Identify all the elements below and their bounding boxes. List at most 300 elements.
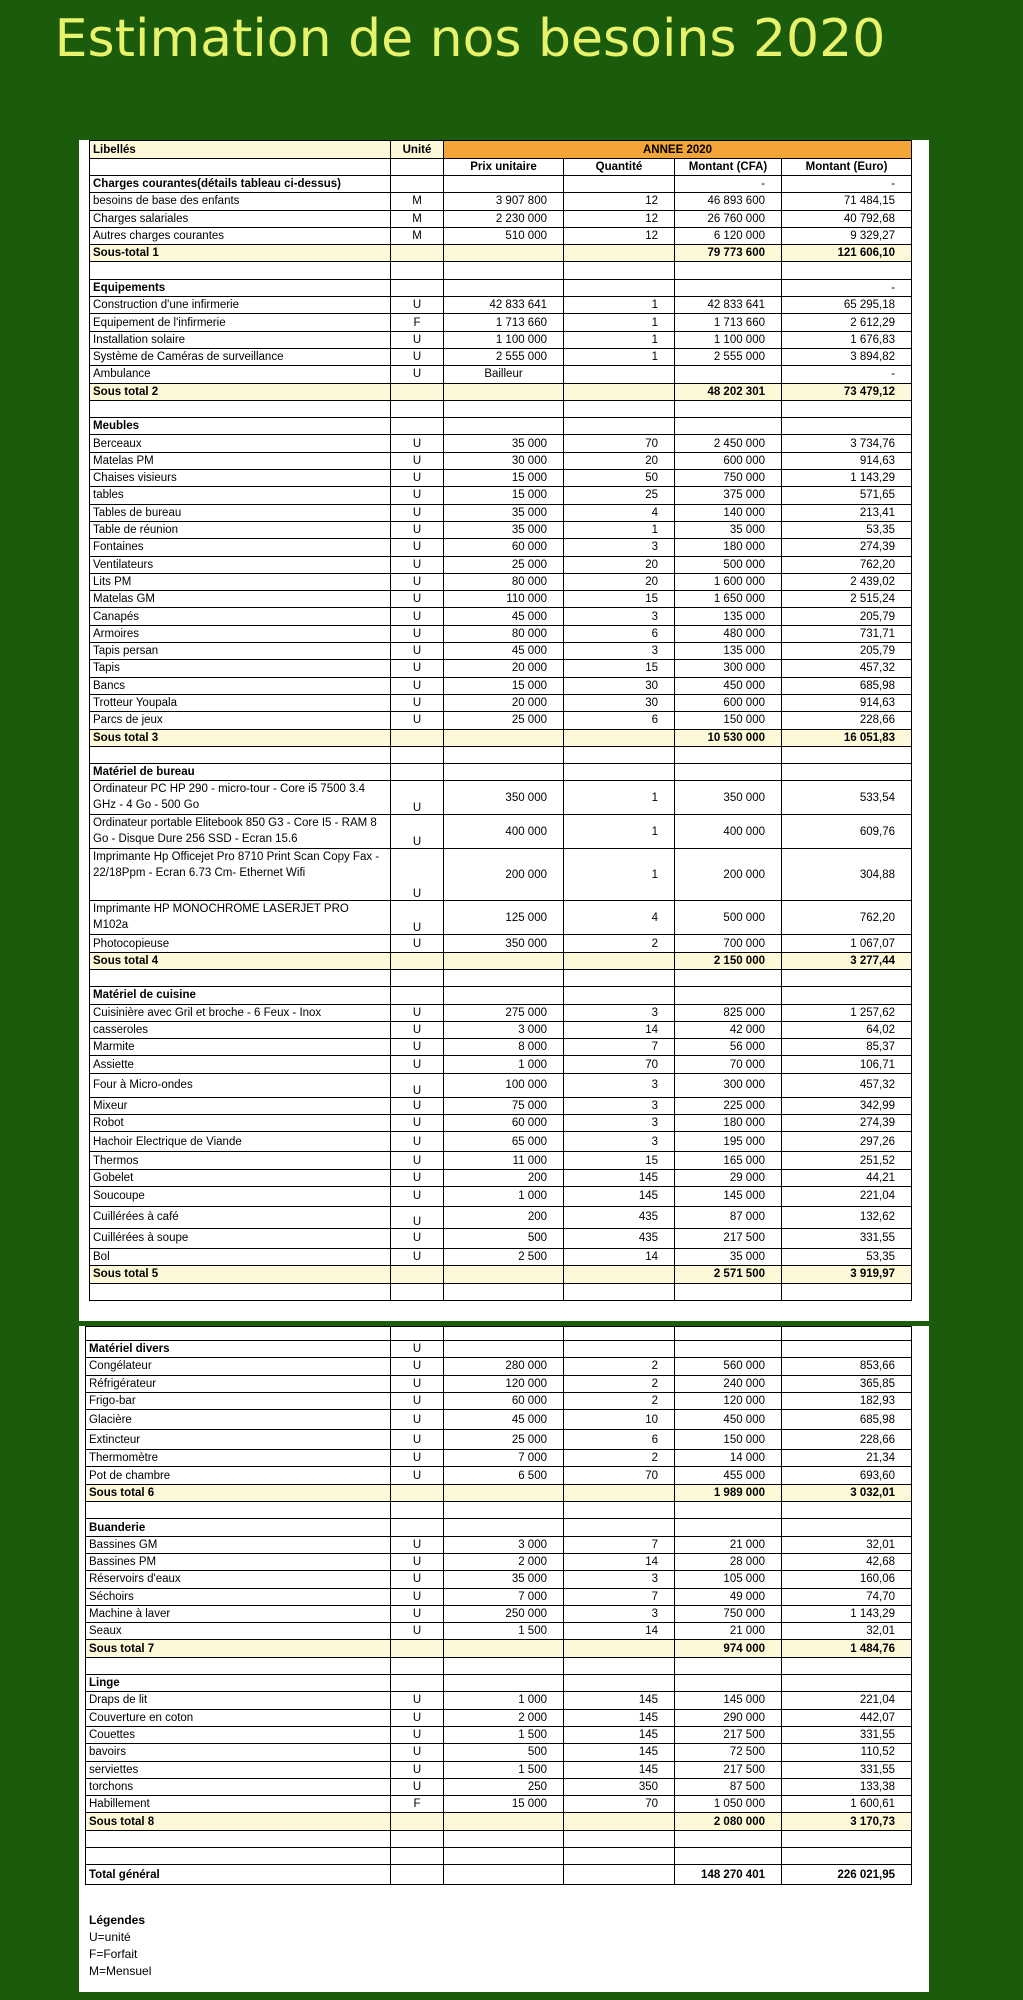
subtotal-row (90, 729, 912, 746)
cell-montant-euro (782, 262, 912, 279)
cell-unite (391, 1519, 444, 1536)
cell-unite: U (391, 849, 444, 901)
cell-prix: 100 000 (444, 1073, 564, 1097)
cell-prix (444, 969, 564, 986)
cell-libelle: Matériel de cuisine (90, 987, 391, 1004)
table-row (86, 1796, 912, 1813)
cell-unite: U (391, 556, 444, 573)
cell-quantite (564, 176, 675, 193)
cell-prix: 1 500 (444, 1623, 564, 1640)
cell-unite (391, 418, 444, 435)
cell-prix: 15 000 (444, 677, 564, 694)
table-row (90, 781, 912, 815)
section-header-row (90, 418, 912, 435)
cell-montant-cfa: 500 000 (675, 556, 782, 573)
cell-quantite (564, 383, 675, 400)
table-row (90, 556, 912, 573)
section-header-row (90, 279, 912, 296)
cell-montant-cfa: 700 000 (675, 935, 782, 952)
cell-libelle: Matelas GM (90, 591, 391, 608)
cell-unite: F (391, 314, 444, 331)
cell-libelle: Bol (90, 1248, 391, 1265)
cell-unite: U (391, 1692, 444, 1709)
table-row (90, 1115, 912, 1132)
header-unite: Unité (391, 141, 444, 159)
cell-prix: 1 713 660 (444, 314, 564, 331)
cell-prix: 510 000 (444, 227, 564, 244)
cell-montant-euro: 297,26 (782, 1132, 912, 1152)
cell-prix: 35 000 (444, 435, 564, 452)
cell-quantite: 2 (564, 1358, 675, 1375)
blank-row (90, 262, 912, 279)
cell-libelle: Gobelet (90, 1169, 391, 1186)
cell-montant-euro: 685,98 (782, 677, 912, 694)
cell-unite (391, 969, 444, 986)
cell-libelle: Tables de bureau (90, 504, 391, 521)
cell-quantite: 7 (564, 1588, 675, 1605)
cell-quantite (564, 1266, 675, 1283)
cell-unite (391, 262, 444, 279)
cell-libelle: Hachoir Electrique de Viande (90, 1132, 391, 1152)
cell-montant-cfa: 72 500 (675, 1744, 782, 1761)
cell-quantite: 7 (564, 1536, 675, 1553)
cell-prix: 35 000 (444, 521, 564, 538)
cell-quantite (564, 987, 675, 1004)
cell-unite: U (391, 487, 444, 504)
cell-quantite: 20 (564, 452, 675, 469)
cell-montant-euro: - (782, 366, 912, 383)
cell-quantite (564, 764, 675, 781)
table-row (90, 521, 912, 538)
cell-libelle: Ordinateur PC HP 290 - micro-tour - Core i5 7500 3.4 GHz - 4 Go - 500 Go (90, 781, 391, 815)
cell-libelle: Sous total 6 (86, 1484, 391, 1501)
cell-unite: U (391, 1228, 444, 1248)
table-row (90, 1021, 912, 1038)
cell-libelle: Matériel divers (86, 1341, 391, 1358)
cell-montant-cfa: 105 000 (675, 1571, 782, 1588)
cell-libelle: Imprimante Hp Officejet Pro 8710 Print Scan Copy Fax - 22/18Ppm - Ecran 6.73 Cm- Ethernet Wifi (90, 849, 391, 901)
cell-libelle (86, 1657, 391, 1674)
cell-quantite: 3 (564, 1115, 675, 1132)
cell-libelle: Ventilateurs (90, 556, 391, 573)
table-row (86, 1605, 912, 1622)
cell-libelle: Draps de lit (86, 1692, 391, 1709)
table-row (86, 1467, 912, 1484)
header-prix: Prix unitaire (444, 159, 564, 176)
section-header-row (90, 764, 912, 781)
cell-montant-cfa: 135 000 (675, 643, 782, 660)
blank-row (90, 969, 912, 986)
cell-unite (391, 1675, 444, 1692)
cell-montant-cfa: 217 500 (675, 1761, 782, 1778)
cell-quantite: 4 (564, 901, 675, 935)
cell-prix: 500 (444, 1744, 564, 1761)
cell-montant-euro: 342,99 (782, 1097, 912, 1114)
cell-prix (444, 987, 564, 1004)
cell-quantite: 3 (564, 1073, 675, 1097)
cell-quantite: 70 (564, 1796, 675, 1813)
cell-unite: U (391, 1623, 444, 1640)
cell-prix (444, 176, 564, 193)
cell-montant-cfa: 500 000 (675, 901, 782, 935)
cell-prix (444, 1484, 564, 1501)
cell-prix (444, 279, 564, 296)
cell-prix: 45 000 (444, 643, 564, 660)
cell-montant-cfa: 35 000 (675, 1248, 782, 1265)
table-row (90, 608, 912, 625)
cell-montant-cfa (675, 746, 782, 763)
table-row (90, 1186, 912, 1206)
cell-unite: U (391, 660, 444, 677)
cell-prix: 30 000 (444, 452, 564, 469)
cell-montant-cfa: 145 000 (675, 1692, 782, 1709)
cell-libelle: Réservoirs d'eaux (86, 1571, 391, 1588)
section-header-row (86, 1341, 912, 1358)
cell-prix (444, 1502, 564, 1519)
cell-quantite (564, 400, 675, 417)
cell-montant-cfa: 46 893 600 (675, 193, 782, 210)
cell-quantite: 3 (564, 643, 675, 660)
table-row (90, 366, 912, 383)
cell-montant-cfa (675, 1657, 782, 1674)
cell-prix: 25 000 (444, 1430, 564, 1450)
cell-quantite: 12 (564, 193, 675, 210)
cell-montant-euro: 3 734,76 (782, 435, 912, 452)
cell-unite: U (391, 573, 444, 590)
table-row (86, 1744, 912, 1761)
cell-libelle: Chaises visieurs (90, 470, 391, 487)
cell-montant-cfa: 49 000 (675, 1588, 782, 1605)
cell-prix: 75 000 (444, 1097, 564, 1114)
blank-row (90, 746, 912, 763)
header-libelles: Libellés (90, 141, 391, 159)
cell-montant-euro: 331,55 (782, 1761, 912, 1778)
cell-quantite: 145 (564, 1169, 675, 1186)
table-row (86, 1692, 912, 1709)
cell-prix (444, 245, 564, 262)
cell-prix: 2 000 (444, 1709, 564, 1726)
cell-prix: 7 000 (444, 1588, 564, 1605)
table-row (86, 1358, 912, 1375)
cell-quantite: 6 (564, 625, 675, 642)
cell-quantite: 3 (564, 1097, 675, 1114)
cell-libelle: besoins de base des enfants (90, 193, 391, 210)
cell-prix: 45 000 (444, 608, 564, 625)
cell-montant-euro: 32,01 (782, 1623, 912, 1640)
cell-montant-euro: 32,01 (782, 1536, 912, 1553)
cell-montant-cfa: 14 000 (675, 1450, 782, 1467)
cell-quantite (564, 1848, 675, 1865)
cell-unite: U (391, 608, 444, 625)
cell-unite: U (391, 901, 444, 935)
table-row (90, 849, 912, 901)
cell-montant-cfa (675, 1830, 782, 1847)
cell-libelle: Bassines GM (86, 1536, 391, 1553)
cell-prix: 8 000 (444, 1039, 564, 1056)
cell-quantite: 2 (564, 1450, 675, 1467)
cell-libelle: Assiette (90, 1056, 391, 1073)
cell-montant-euro: 3 170,73 (782, 1813, 912, 1830)
cell-libelle: Robot (90, 1115, 391, 1132)
cell-libelle: serviettes (86, 1761, 391, 1778)
section-header-row (86, 1675, 912, 1692)
cell-unite: U (391, 1039, 444, 1056)
cell-montant-cfa: 150 000 (675, 712, 782, 729)
cell-montant-cfa (675, 400, 782, 417)
cell-montant-cfa: 375 000 (675, 487, 782, 504)
table-row (90, 1152, 912, 1169)
table-row (86, 1761, 912, 1778)
header-quantite: Quantité (564, 159, 675, 176)
cell-quantite: 15 (564, 1152, 675, 1169)
cell-unite: U (391, 366, 444, 383)
cell-montant-euro: 914,63 (782, 452, 912, 469)
cell-prix: 15 000 (444, 1796, 564, 1813)
cell-unite: M (391, 210, 444, 227)
cell-prix: 280 000 (444, 1358, 564, 1375)
cell-prix: 250 (444, 1778, 564, 1795)
cell-quantite: 12 (564, 227, 675, 244)
cell-prix: 1 500 (444, 1761, 564, 1778)
cell-quantite (564, 418, 675, 435)
cell-montant-euro: 1 600,61 (782, 1796, 912, 1813)
cell-montant-euro: 251,52 (782, 1152, 912, 1169)
cell-quantite (564, 1865, 675, 1885)
cell-montant-cfa: 29 000 (675, 1169, 782, 1186)
cell-libelle: Imprimante HP MONOCHROME LASERJET PRO M102a (90, 901, 391, 935)
cell-unite: U (391, 1553, 444, 1570)
cell-montant-euro: 44,21 (782, 1169, 912, 1186)
cell-montant-cfa: 480 000 (675, 625, 782, 642)
cell-quantite (564, 1675, 675, 1692)
cell-montant-cfa: 180 000 (675, 539, 782, 556)
cell-unite (391, 1484, 444, 1501)
cell-quantite (564, 1657, 675, 1674)
cell-quantite: 30 (564, 677, 675, 694)
cell-unite (391, 1640, 444, 1657)
cell-libelle: tables (90, 487, 391, 504)
cell-libelle (90, 1283, 391, 1300)
cell-libelle: Four à Micro-ondes (90, 1073, 391, 1097)
cell-libelle: Mixeur (90, 1097, 391, 1114)
cell-prix: 2 500 (444, 1248, 564, 1265)
cell-montant-cfa: 750 000 (675, 470, 782, 487)
cell-libelle: Charges courantes(détails tableau ci-dessus) (90, 176, 391, 193)
cell-unite: U (391, 1073, 444, 1097)
cell-montant-euro: 914,63 (782, 694, 912, 711)
table-row (86, 1709, 912, 1726)
cell-libelle: Installation solaire (90, 331, 391, 348)
cell-montant-euro: - (782, 279, 912, 296)
cell-quantite (564, 1502, 675, 1519)
cell-montant-euro: 85,37 (782, 1039, 912, 1056)
cell-montant-euro: 133,38 (782, 1778, 912, 1795)
cell-montant-cfa: 750 000 (675, 1605, 782, 1622)
cell-libelle: Sous total 2 (90, 383, 391, 400)
cell-montant-cfa: 148 270 401 (675, 1865, 782, 1885)
table-row (90, 1073, 912, 1097)
page-title: Estimation de nos besoins 2020 (54, 9, 886, 69)
cell-unite: U (391, 297, 444, 314)
cell-prix: 25 000 (444, 556, 564, 573)
cell-montant-cfa: 1 713 660 (675, 314, 782, 331)
cell-prix: 25 000 (444, 712, 564, 729)
cell-montant-cfa: 48 202 301 (675, 383, 782, 400)
cell-prix: 125 000 (444, 901, 564, 935)
cell-unite (391, 1848, 444, 1865)
cell-quantite: 6 (564, 712, 675, 729)
cell-prix: 1 500 (444, 1726, 564, 1743)
cell-prix (444, 746, 564, 763)
cell-libelle: Cuisinière avec Gril et broche - 6 Feux - Inox (90, 1004, 391, 1021)
cell-montant-cfa: 825 000 (675, 1004, 782, 1021)
cell-montant-cfa: 2 450 000 (675, 435, 782, 452)
cell-montant-euro (782, 1341, 912, 1358)
cell-quantite: 1 (564, 781, 675, 815)
cell-prix: 2 000 (444, 1553, 564, 1570)
cell-montant-cfa: 974 000 (675, 1640, 782, 1657)
cell-unite: U (391, 539, 444, 556)
cell-montant-euro: 693,60 (782, 1467, 912, 1484)
cell-montant-euro: 121 606,10 (782, 245, 912, 262)
table-row (90, 591, 912, 608)
subtotal-row (90, 383, 912, 400)
table-row (90, 712, 912, 729)
cell-libelle: Machine à laver (86, 1605, 391, 1622)
cell-unite: U (391, 1132, 444, 1152)
cell-montant-cfa: 300 000 (675, 1073, 782, 1097)
table-row (90, 297, 912, 314)
cell-montant-euro: 53,35 (782, 1248, 912, 1265)
cell-prix (444, 1813, 564, 1830)
cell-montant-euro: 365,85 (782, 1375, 912, 1392)
cell-prix: Bailleur (444, 366, 564, 383)
cell-unite: U (391, 1248, 444, 1265)
cell-prix (444, 1657, 564, 1674)
cell-unite: U (391, 1410, 444, 1430)
cell-prix (444, 262, 564, 279)
cell-montant-cfa: 180 000 (675, 1115, 782, 1132)
cell-montant-cfa: 70 000 (675, 1056, 782, 1073)
table-row (90, 1206, 912, 1228)
budget-table (89, 140, 912, 1301)
cell-montant-cfa: 21 000 (675, 1623, 782, 1640)
cell-montant-cfa: 600 000 (675, 694, 782, 711)
table-row (90, 935, 912, 952)
cell-prix: 60 000 (444, 1392, 564, 1409)
table-row (86, 1410, 912, 1430)
cell-quantite (564, 969, 675, 986)
cell-quantite: 70 (564, 1056, 675, 1073)
cell-montant-euro: 457,32 (782, 660, 912, 677)
cell-prix (444, 1848, 564, 1865)
cell-montant-cfa: 300 000 (675, 660, 782, 677)
cell-prix: 20 000 (444, 694, 564, 711)
cell-montant-euro: 3 919,97 (782, 1266, 912, 1283)
cell-quantite (564, 262, 675, 279)
cell-unite (391, 746, 444, 763)
cell-unite: U (391, 1152, 444, 1169)
cell-prix: 42 833 641 (444, 297, 564, 314)
cell-montant-euro: 65 295,18 (782, 297, 912, 314)
table-row (90, 193, 912, 210)
cell-quantite: 3 (564, 608, 675, 625)
cell-quantite: 6 (564, 1430, 675, 1450)
cell-quantite (564, 1519, 675, 1536)
cell-libelle: Meubles (90, 418, 391, 435)
cell-montant-cfa: 120 000 (675, 1392, 782, 1409)
cell-unite (391, 245, 444, 262)
cell-unite: U (391, 1392, 444, 1409)
cell-prix (444, 383, 564, 400)
cell-libelle: Sous-total 1 (90, 245, 391, 262)
cell-montant-cfa: 1 989 000 (675, 1484, 782, 1501)
cell-unite: U (391, 1709, 444, 1726)
cell-unite: U (391, 348, 444, 365)
cell-montant-cfa: 10 530 000 (675, 729, 782, 746)
cell-montant-cfa (675, 1502, 782, 1519)
cell-libelle: Equipement de l'infirmerie (90, 314, 391, 331)
cell-montant-euro (782, 1830, 912, 1847)
table-row (90, 1228, 912, 1248)
cell-prix: 400 000 (444, 815, 564, 849)
cell-montant-cfa (675, 1283, 782, 1300)
subtotal-row (90, 952, 912, 969)
cell-unite (391, 1865, 444, 1885)
cell-prix: 200 000 (444, 849, 564, 901)
cell-prix: 200 (444, 1206, 564, 1228)
cell-unite (391, 987, 444, 1004)
cell-montant-cfa (675, 1848, 782, 1865)
cell-libelle: Couettes (86, 1726, 391, 1743)
cell-quantite (564, 1484, 675, 1501)
cell-libelle: Sous total 4 (90, 952, 391, 969)
cell-prix: 35 000 (444, 1571, 564, 1588)
cell-quantite: 14 (564, 1553, 675, 1570)
header-cfa: Montant (CFA) (675, 159, 782, 176)
cell-quantite: 50 (564, 470, 675, 487)
cell-unite (391, 729, 444, 746)
cell-montant-euro: 53,35 (782, 521, 912, 538)
cell-unite (391, 1830, 444, 1847)
cell-montant-euro: 228,66 (782, 712, 912, 729)
header-euro: Montant (Euro) (782, 159, 912, 176)
cell-unite: U (391, 625, 444, 642)
cell-prix: 15 000 (444, 487, 564, 504)
cell-libelle: Sous total 3 (90, 729, 391, 746)
cell-quantite: 145 (564, 1726, 675, 1743)
cell-libelle: Glacière (86, 1410, 391, 1430)
cell-montant-cfa: 350 000 (675, 781, 782, 815)
table-row (86, 1571, 912, 1588)
section-header-row (90, 987, 912, 1004)
table-row (90, 1169, 912, 1186)
cell-quantite: 145 (564, 1761, 675, 1778)
cell-prix: 3 000 (444, 1536, 564, 1553)
cell-unite (391, 1657, 444, 1674)
cell-montant-euro: 442,07 (782, 1709, 912, 1726)
cell-montant-euro: 1 484,76 (782, 1640, 912, 1657)
cell-quantite (564, 279, 675, 296)
cell-unite: U (391, 815, 444, 849)
cell-quantite: 145 (564, 1744, 675, 1761)
cell-libelle (90, 969, 391, 986)
cell-unite: U (391, 1588, 444, 1605)
cell-montant-euro: 42,68 (782, 1553, 912, 1570)
cell-quantite: 3 (564, 1571, 675, 1588)
blank-row (86, 1502, 912, 1519)
cell-montant-cfa: 28 000 (675, 1553, 782, 1570)
